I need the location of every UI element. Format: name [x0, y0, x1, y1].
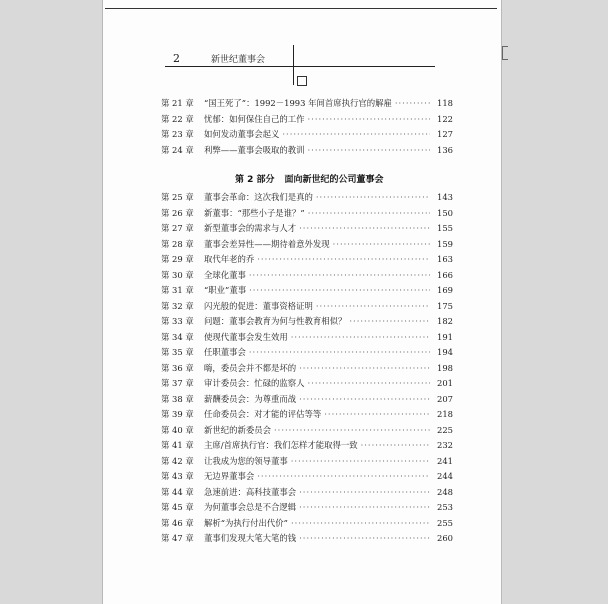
toc-chapter-title: “国王死了”：1992－1993 年间首席执行官的解雇	[204, 98, 392, 108]
toc-entry	[161, 97, 453, 111]
toc-entry	[161, 222, 453, 236]
toc-leader-dots	[361, 440, 430, 450]
toc-chapter-number: 第 32 章	[161, 300, 194, 311]
toc-chapter-number: 第 29 章	[161, 254, 194, 264]
toc-entry	[161, 269, 453, 283]
toc-chapter-number: 第 27 章	[161, 223, 194, 233]
toc-entry	[161, 191, 453, 205]
crop-mark-box	[297, 76, 307, 86]
toc-chapter-number: 第 34 章	[161, 331, 194, 342]
toc-leader-dots	[249, 347, 430, 357]
toc-leader-dots	[308, 114, 431, 124]
toc-chapter-title: 主席/首席执行官：我们怎样才能取得一致	[204, 440, 358, 450]
toc-chapter-number: 第 42 章	[161, 455, 194, 466]
toc-chapter-title: 董事会差异性——期待着意外发现	[204, 238, 330, 249]
toc-entry	[161, 517, 453, 531]
toc-page-number: 155	[437, 223, 453, 233]
toc-leader-dots	[395, 98, 430, 108]
toc-chapter-title: 审计委员会：忙碌的监察人	[204, 378, 305, 388]
section-title-text: 面向新世纪的公司董事会	[284, 175, 384, 185]
toc-page-number: 260	[437, 533, 453, 543]
toc-chapter-title: “职业”董事	[204, 285, 247, 295]
toc-chapter-title: 忧郁：如何保住自己的工作	[204, 113, 305, 124]
toc-entry	[161, 486, 453, 500]
toc-entry	[161, 439, 453, 453]
toc-page-number: 169	[437, 285, 453, 295]
toc-entry	[161, 128, 453, 142]
toc-leader-dots	[291, 456, 430, 466]
toc-chapter-number: 第 41 章	[161, 440, 194, 450]
toc-leader-dots	[274, 425, 430, 435]
toc-leader-dots	[299, 394, 430, 404]
toc-entry	[161, 393, 453, 407]
toc-entry	[161, 315, 453, 329]
toc-entry	[161, 253, 453, 267]
toc-page-number: 244	[437, 471, 453, 481]
toc-entry	[161, 113, 453, 127]
page-number: 2	[173, 52, 180, 65]
toc-chapter-number: 第 21 章	[161, 98, 194, 108]
toc-page-number: 182	[437, 316, 453, 326]
toc-entry	[161, 532, 453, 546]
toc-chapter-title: 新型董事会的需求与人才	[204, 223, 297, 233]
toc-entry	[161, 470, 453, 484]
running-title: 新世纪董事会	[211, 55, 266, 65]
toc-chapter-title: 如何发动董事会起义	[204, 129, 280, 139]
toc-chapter-number: 第 46 章	[161, 517, 194, 528]
toc-entry	[161, 501, 453, 515]
toc-page-number: 232	[437, 440, 453, 450]
page-edge-bracket	[502, 46, 508, 60]
toc-entry	[161, 377, 453, 391]
toc-chapter-title: 让我成为您的领导董事	[204, 455, 288, 466]
toc-page-number: 150	[437, 207, 453, 218]
toc-chapter-title: 嗨，委员会并不都是坏的	[204, 362, 297, 373]
toc-chapter-title: 董事们发现大笔大笔的钱	[204, 533, 297, 543]
crop-mark-vertical	[293, 45, 294, 85]
toc-page-number: 136	[437, 144, 453, 155]
toc-chapter-number: 第 22 章	[161, 113, 194, 124]
toc-page-number: 241	[437, 455, 453, 466]
toc-chapter-title: 薪酬委员会：为尊重而战	[204, 393, 297, 404]
header-rule	[165, 66, 435, 67]
toc-leader-dots	[333, 239, 430, 249]
toc-leader-dots	[299, 223, 430, 233]
toc-page-number: 127	[437, 129, 453, 139]
toc-chapter-title: 无边界董事会	[204, 471, 255, 481]
toc-chapter-number: 第 39 章	[161, 409, 194, 419]
toc-entry	[161, 362, 453, 376]
toc-leader-dots	[291, 332, 430, 342]
toc-page-number: 218	[437, 409, 453, 419]
toc-leader-dots	[299, 487, 430, 497]
toc-chapter-title: 新世纪的新委员会	[204, 424, 271, 435]
toc-entry	[161, 207, 453, 221]
toc-page-number: 159	[437, 238, 453, 249]
toc-chapter-title: 取代年老的乔	[204, 254, 255, 264]
toc-page-number: 166	[437, 269, 453, 280]
toc-chapter-number: 第 36 章	[161, 362, 194, 373]
section-heading	[235, 172, 394, 185]
toc-entry	[161, 331, 453, 345]
toc-chapter-title: 闪光般的促进：董事资格证明	[204, 300, 313, 311]
toc-page-number: 191	[437, 331, 453, 342]
toc-chapter-number: 第 31 章	[161, 285, 194, 295]
toc-chapter-number: 第 23 章	[161, 129, 194, 139]
toc-page-number: 163	[437, 254, 453, 264]
section-part: 第 2 部分	[235, 175, 275, 185]
toc-chapter-number: 第 35 章	[161, 347, 194, 357]
toc-entry	[161, 238, 453, 252]
toc-chapter-title: 问题：董事会教育为何与性教育相似？	[204, 316, 347, 326]
toc-page-number: 248	[437, 486, 453, 497]
toc-page-number: 198	[437, 362, 453, 373]
toc-leader-dots	[299, 502, 430, 512]
toc-page-number: 207	[437, 393, 453, 404]
toc-chapter-number: 第 40 章	[161, 424, 194, 435]
toc-chapter-title: 新董事：“那些小子是谁？”	[204, 207, 305, 218]
toc-leader-dots	[308, 378, 431, 388]
toc-leader-dots	[349, 316, 430, 326]
toc-leader-dots	[324, 409, 430, 419]
toc-chapter-title: 全球化董事	[204, 269, 246, 280]
toc-leader-dots	[282, 129, 430, 139]
toc-leader-dots	[308, 145, 431, 155]
toc-chapter-number: 第 47 章	[161, 533, 194, 543]
toc-chapter-number: 第 38 章	[161, 393, 194, 404]
toc-page-number: 201	[437, 378, 453, 388]
toc-chapter-title: 使现代董事会发生效用	[204, 331, 288, 342]
toc-leader-dots	[299, 363, 430, 373]
toc-leader-dots	[316, 192, 430, 202]
toc-chapter-number: 第 28 章	[161, 238, 194, 249]
toc-entry	[161, 408, 453, 422]
toc-page-number: 225	[437, 424, 453, 435]
toc-chapter-title: 急速前进：高科技董事会	[204, 486, 297, 497]
toc-page-number: 175	[437, 300, 453, 311]
toc-chapter-number: 第 26 章	[161, 207, 194, 218]
toc-leader-dots	[249, 285, 430, 295]
toc-chapter-number: 第 45 章	[161, 502, 194, 512]
toc-page-number: 122	[437, 113, 453, 124]
toc-chapter-title: 利弊——董事会吸取的教训	[204, 144, 305, 155]
toc-entry	[161, 144, 453, 158]
toc-entry	[161, 284, 453, 298]
toc-chapter-title: 任职董事会	[204, 347, 246, 357]
toc-entry	[161, 455, 453, 469]
toc-leader-dots	[257, 471, 430, 481]
toc-chapter-number: 第 44 章	[161, 486, 194, 497]
toc-entry	[161, 424, 453, 438]
toc-page-number: 118	[437, 98, 453, 108]
toc-chapter-number: 第 37 章	[161, 378, 194, 388]
toc-page-number: 255	[437, 517, 453, 528]
toc-chapter-number: 第 24 章	[161, 144, 194, 155]
toc-chapter-number: 第 33 章	[161, 316, 194, 326]
toc-page-number: 194	[437, 347, 453, 357]
toc-page-number: 253	[437, 502, 453, 512]
document-page	[102, 0, 502, 604]
page-top-rule	[105, 0, 497, 9]
toc-leader-dots	[257, 254, 430, 264]
toc-leader-dots	[316, 301, 430, 311]
toc-entry	[161, 300, 453, 314]
toc-chapter-title: 为何董事会总是不合逻辑	[204, 502, 297, 512]
toc-leader-dots	[308, 208, 430, 218]
toc-entry	[161, 346, 453, 360]
toc-chapter-title: 解析“为执行付出代价”	[204, 517, 288, 528]
toc-leader-dots	[249, 270, 430, 280]
toc-chapter-title: 董事会革命：这次我们是真的	[204, 192, 313, 202]
toc-leader-dots	[291, 518, 430, 528]
toc-chapter-title: 任命委员会：对才能的评估等等	[204, 409, 322, 419]
toc-chapter-number: 第 30 章	[161, 269, 194, 280]
toc-chapter-number: 第 25 章	[161, 192, 194, 202]
toc-chapter-number: 第 43 章	[161, 471, 194, 481]
toc-leader-dots	[299, 533, 430, 543]
toc-page-number: 143	[437, 192, 453, 202]
